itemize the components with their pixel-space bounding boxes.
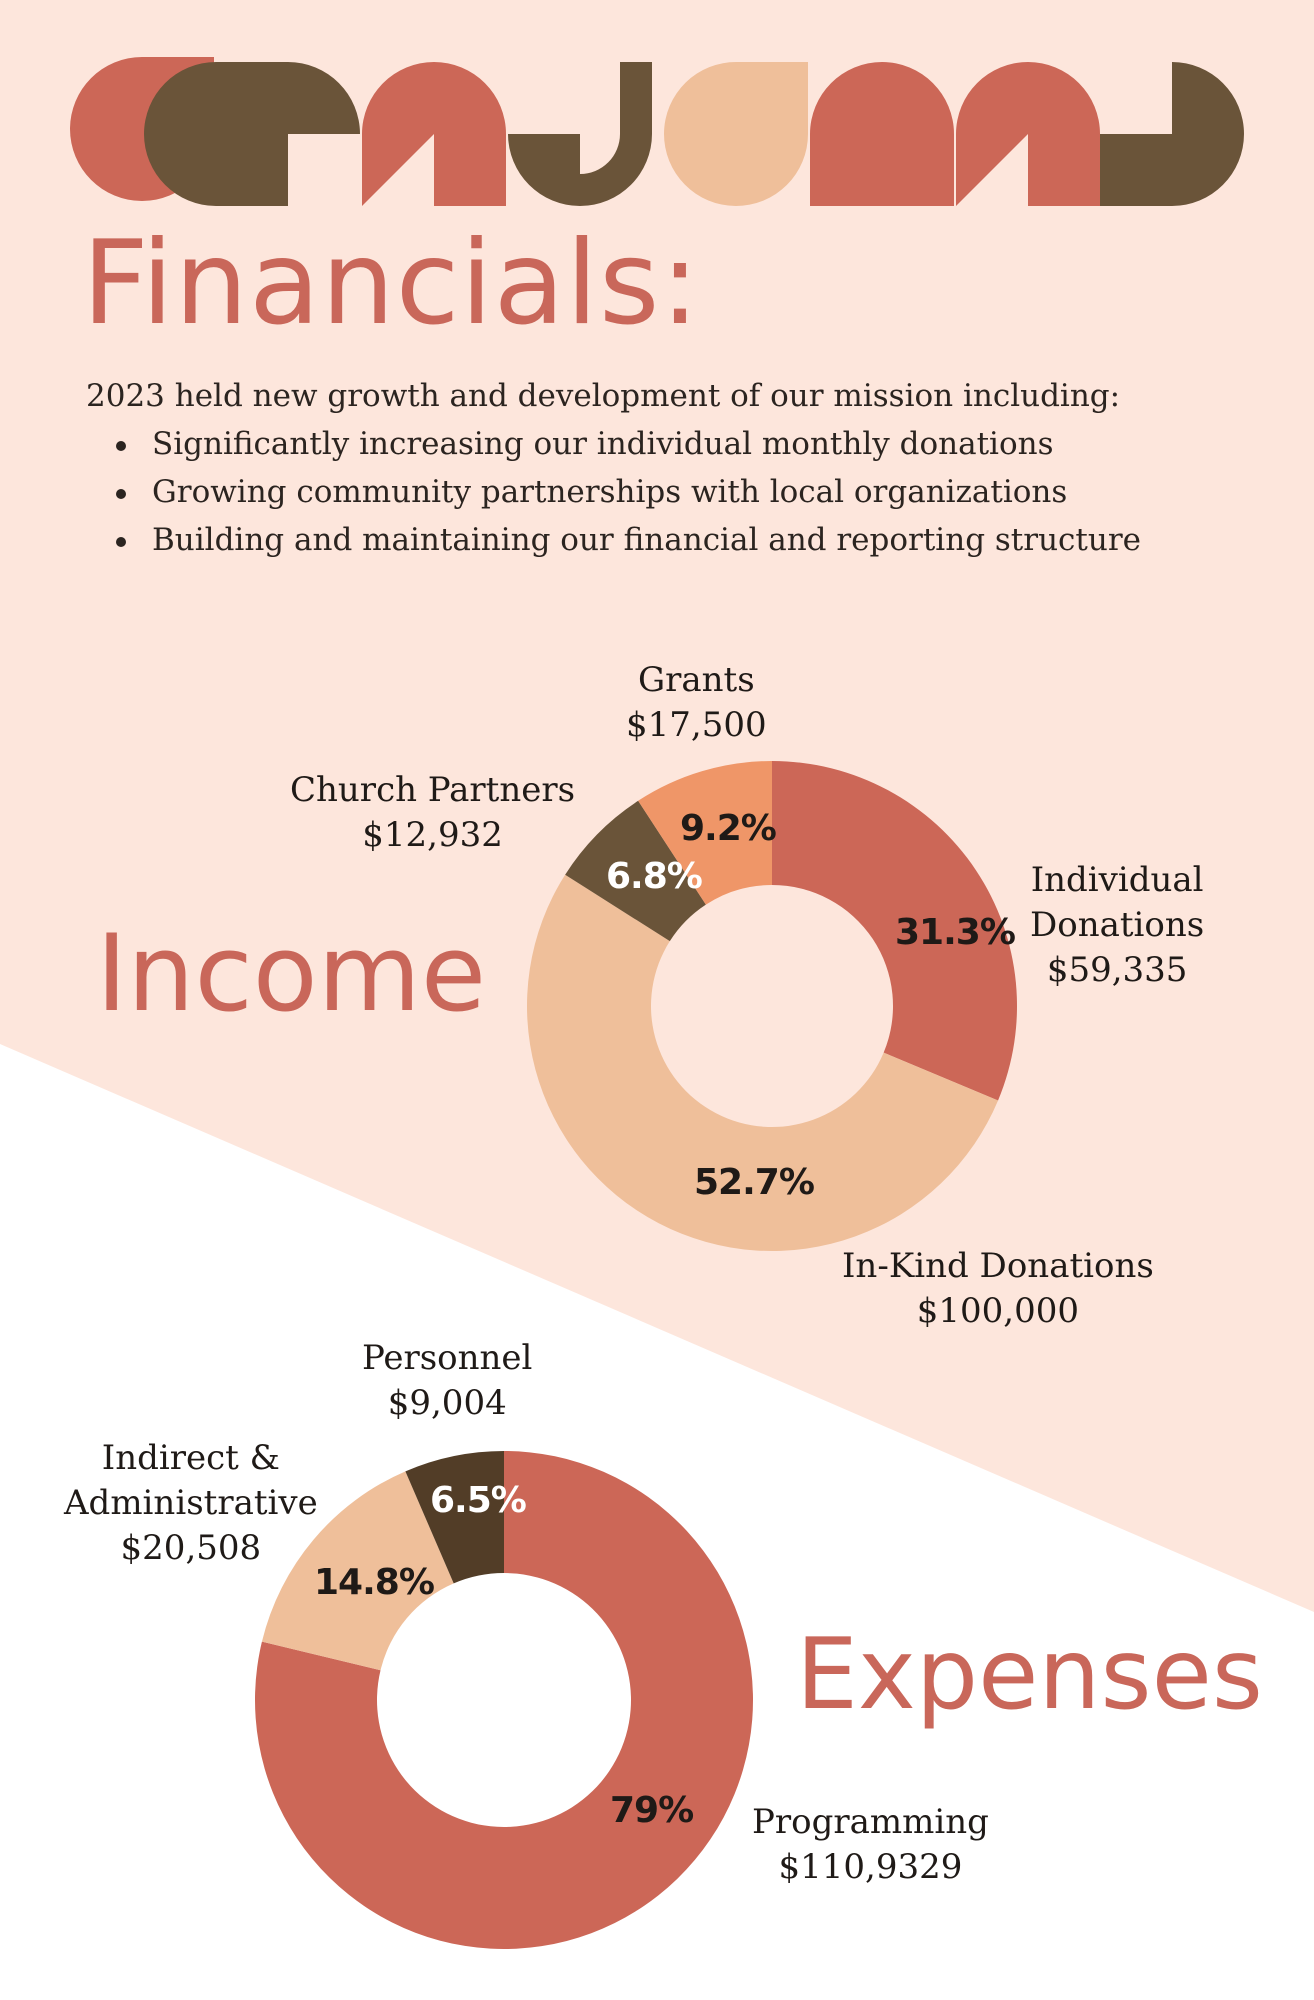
label-amount: $100,000 xyxy=(916,1291,1080,1331)
label-name: Programming xyxy=(752,1802,989,1842)
label-name: In-Kind Donations xyxy=(842,1246,1154,1286)
income-label-inkind xyxy=(842,1244,1154,1334)
label-name: Indirect & xyxy=(101,1438,280,1478)
label-amount: $110,9329 xyxy=(778,1847,963,1887)
bullet-item: Growing community partnerships with local organizations xyxy=(152,468,1236,516)
label-name: Personnel xyxy=(362,1338,533,1378)
income-pct-inkind: 52.7% xyxy=(694,1162,814,1203)
expense-slices xyxy=(255,1451,753,1949)
label-amount: $20,508 xyxy=(120,1528,262,1568)
intro-text: 2023 held new growth and development of our mission including: xyxy=(86,378,1121,414)
label-amount: $59,335 xyxy=(1046,950,1188,990)
expense-label-programming xyxy=(752,1800,989,1890)
income-label-grants xyxy=(626,658,767,748)
bullet-item: Significantly increasing our individual monthly donations xyxy=(152,420,1236,468)
income-label-church xyxy=(290,768,575,858)
label-name: Church Partners xyxy=(290,770,576,810)
label-name: Grants xyxy=(637,660,755,700)
label-name: Donations xyxy=(1030,905,1205,945)
income-title: Income xyxy=(96,912,487,1035)
bullet-item: Building and maintaining our financial and reporting structure xyxy=(152,516,1236,564)
label-name: Administrative xyxy=(64,1483,318,1523)
expense-label-personnel xyxy=(362,1336,532,1426)
page-title: Financials: xyxy=(82,216,701,351)
expense-pct-personnel: 6.5% xyxy=(430,1480,526,1521)
label-amount: $12,932 xyxy=(362,815,503,855)
label-amount: $17,500 xyxy=(626,705,767,745)
expense-pct-programming: 79% xyxy=(610,1790,694,1831)
expense-pct-indirect: 14.8% xyxy=(314,1562,434,1603)
expenses-title: Expenses xyxy=(796,1618,1263,1732)
income-pct-church: 6.8% xyxy=(606,856,702,897)
label-amount: $9,004 xyxy=(387,1383,507,1423)
label-name: Individual xyxy=(1030,860,1204,900)
expense-label-indirect xyxy=(64,1436,318,1571)
income-pct-grants: 9.2% xyxy=(680,808,776,849)
income-pct-individual: 31.3% xyxy=(895,912,1015,953)
income-label-individual xyxy=(1030,858,1204,993)
